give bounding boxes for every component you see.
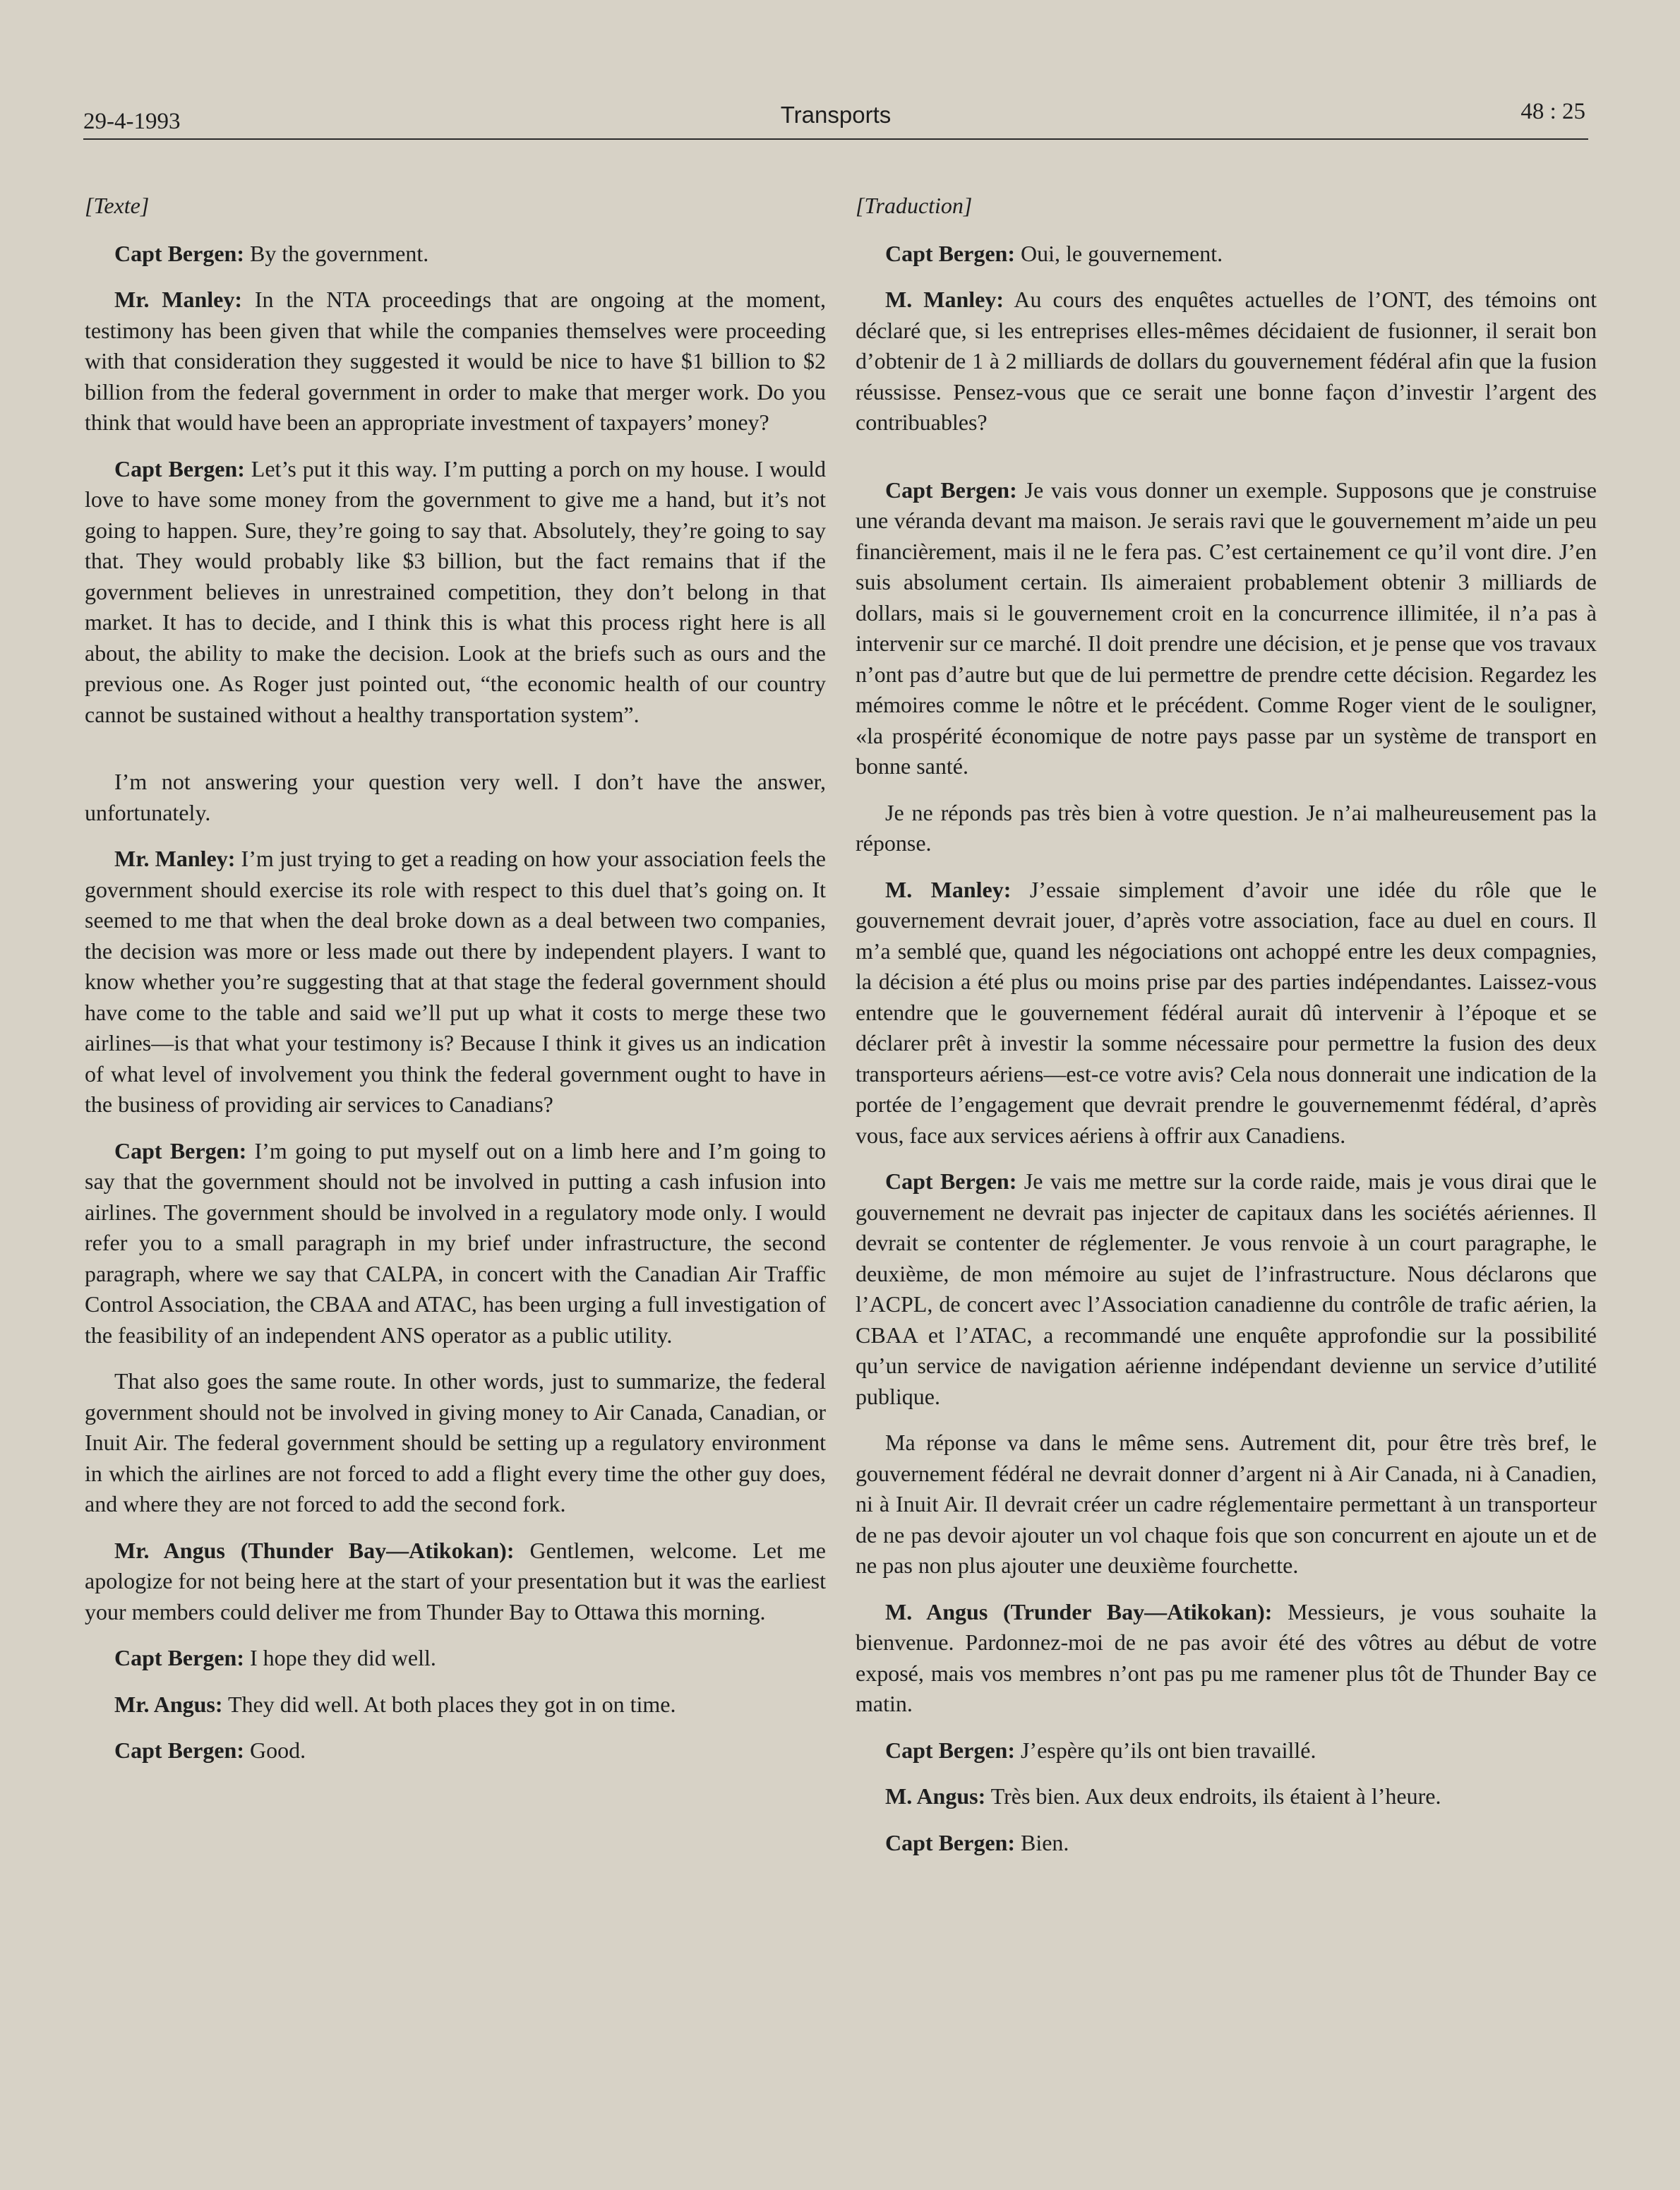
paragraph-text: Au cours des enquêtes actuelles de l’ONT, des témoins ont déclaré que, si les entreprises elles-mêmes décidaient de fusionner, il serait bon d’obtenir de 1 à 2 milliards de dollars du gouvernement fédéral afin que la fusion réussisse. Pensez-vous que ce serait une bonne façon d’investir l’argent des contribuables? (856, 287, 1597, 435)
speaker-name: Capt Bergen: (114, 240, 244, 266)
speaker-name: Mr. Angus (Thunder Bay—Atikokan): (114, 1537, 515, 1563)
paragraph-text: Je vais vous donner un exemple. Supposons que je construise une véranda devant ma maison. Je serais ravi que le gouvernement m’aide un peu financièrement, mais il ne le fera pas. C’est certainement ce qu’il vont dire. J’en suis absolument certain. Ils aimeraient probablement obtenir 3 milliards de dollars, mais si le gouvernement croit en la concurrence illimitée, il n’a pas à intervenir sur ce marché. Il doit prendre une décision, et je pense que vos travaux n’ont pas d’autre but que de lui permettre de prendre cette décision. Regardez les mémoires comme le nôtre et le précédent. Comme Roger vient de le souligner, «la prospérité économique de notre pays passe par un système de transport en bonne santé. (856, 477, 1597, 779)
paragraph (856, 1828, 1597, 1859)
column-label: [Texte] (85, 193, 150, 218)
paragraph (856, 1781, 1597, 1812)
paragraph (856, 1735, 1597, 1766)
speaker-name: Capt Bergen: (114, 1737, 244, 1763)
page-header (83, 99, 1588, 140)
speaker-name: M. Manley: (885, 287, 1004, 312)
paragraph (85, 1536, 826, 1628)
header-page-number: 48 : 25 (1520, 99, 1585, 124)
paragraph (85, 767, 826, 828)
paragraph-text: I’m not answering your question very well. I don’t have the answer, unfortunately. (85, 769, 826, 825)
paragraph (85, 1136, 826, 1351)
paragraph (85, 1366, 826, 1520)
speaker-name: Mr. Manley: (114, 846, 236, 871)
header-title: Transports (780, 102, 892, 128)
english-column (85, 191, 826, 1782)
speaker-name: M. Angus: (885, 1783, 986, 1809)
french-column (856, 191, 1597, 1874)
paragraph-text: They did well. At both places they got in on time. (222, 1691, 676, 1717)
speaker-name: Capt Bergen: (885, 1737, 1015, 1763)
paragraph-text: Ma réponse va dans le même sens. Autrement dit, pour être très bref, le gouvernement fédéral ne devrait donner d’argent ni à Air Canada, ni à Canadien, ni à Inuit Air. Il devrait créer un cadre réglementaire permettant à un transporteur de ne pas devoir ajouter un vol chaque fois que son concurrent en ajoute un et de ne pas non plus ajouter une deuxième fourchette. (856, 1430, 1597, 1578)
paragraph (856, 1428, 1597, 1581)
paragraph (856, 875, 1597, 1151)
speaker-name: Capt Bergen: (885, 477, 1017, 503)
column-label: [Traduction] (856, 193, 973, 218)
paragraph (856, 1166, 1597, 1412)
paragraph (856, 285, 1597, 438)
paragraph-text: J’essaie simplement d’avoir une idée du rôle que le gouvernement devrait jouer, d’après votre association, face au duel en cours. Il m’a semblé que, quand les négociations ont achoppé entre les deux compagnies, la décision a été plus ou moins prise par des parties indépendantes. Laissez-vous entendre que le gouvernement fédéral aurait dû intervenir à l’époque et se déclarer prêt à investir la somme nécessaire pour permettre la fusion des deux transporteurs aériens—est-ce votre avis? Cela nous donnerait une indication de la portée de l’engagement que devrait prendre le gouvernemenmt fédéral, d’après vous, face aux services aériens à offrir aux Canadiens. (856, 876, 1597, 1148)
paragraph (85, 844, 826, 1120)
paragraph-text: By the government. (244, 240, 429, 266)
paragraph-text: I hope they did well. (244, 1645, 436, 1670)
speaker-name: Mr. Manley: (114, 287, 243, 312)
speaker-name: Capt Bergen: (114, 455, 245, 481)
speaker-name: Capt Bergen: (885, 240, 1015, 266)
paragraph-text: Très bien. Aux deux endroits, ils étaient à l’heure. (985, 1783, 1441, 1809)
paragraph (85, 1735, 826, 1766)
paragraph (856, 1597, 1597, 1720)
speaker-name: Capt Bergen: (885, 1829, 1015, 1855)
speaker-name: Capt Bergen: (114, 1645, 244, 1670)
paragraph (85, 239, 826, 270)
paragraph-text: Let’s put it this way. I’m putting a porch on my house. I would love to have some money from the government to give me a hand, but it’s not going to happen. Sure, they’re going to say that. Absolutely, they’re going to say that. They would probably like $3 billion, but the fact remains that if the government believes in unrestrained competition, they don’t belong in that market. It has to decide, and I think this is what this process right here is all about, the ability to make the decision. Look at the briefs such as ours and the previous one. As Roger just pointed out, “the economic health of our country cannot be sustained without a healthy transportation system”. (85, 455, 827, 727)
paragraph-text: Gentlemen, welcome. Let me apologize for not being here at the start of your presentation but it was the earliest your members could deliver me from Thunder Bay to Ottawa this morning. (85, 1537, 827, 1624)
paragraph (85, 285, 826, 438)
paragraph-text: I’m going to put myself out on a limb here and I’m going to say that the government should not be involved in putting a cash infusion into airlines. The government should be involved in a regulatory mode only. I would refer you to a small paragraph in my brief under infrastructure, the second paragraph, where we say that CALPA, in concert with the Canadian Air Traffic Control Association, the CBAA and ATAC, has been urging a full investigation of the feasibility of an independent ANS operator as a public utility. (85, 1137, 827, 1348)
paragraph-text: Bien. (1014, 1829, 1069, 1855)
paragraph-text: Good. (244, 1737, 306, 1763)
paragraph-text: Oui, le gouvernement. (1014, 240, 1223, 266)
speaker-name: M. Manley: (885, 876, 1012, 902)
paragraph-text: Je vais me mettre sur la corde raide, mais je vous dirai que le gouvernement ne devrait pas injecter de capitaux dans les sociétés aériennes. Il devrait se contenter de réglementer. Je vous renvoie à un court paragraphe, le deuxième, de mon mémoire au sujet de l’infrastructure. Nous déclarons que l’ACPL, de concert avec l’Association canadienne du contrôle de trafic aérien, la CBAA et l’ATAC, a recommandé une enquête approfondie sur la possibilité qu’un service de navigation aérienne indépendant devienne un service d’utilité publique. (856, 1168, 1597, 1409)
paragraph-text: In the NTA proceedings that are ongoing at the moment, testimony has been given that while the companies themselves were proceeding with that consideration they suggested it would be nice to have $1 billion to $2 billion from the federal government in order to make that merger work. Do you think that would have been an appropriate investment of taxpayers’ money? (85, 287, 827, 435)
speaker-name: M. Angus (Trunder Bay—Atikokan): (885, 1598, 1273, 1624)
header-date: 29-4-1993 (83, 109, 181, 134)
paragraph-text: Messieurs, je vous souhaite la bienvenue. Pardonnez-moi de ne pas avoir été des vôtres au début de votre exposé, mais vos membres n’ont pas pu me ramener plus tôt de Thunder Bay ce matin. (856, 1598, 1597, 1716)
paragraph-text: I’m just trying to get a reading on how your association feels the government should exercise its role with respect to this duel that’s going on. It seemed to me that when the deal broke down as a deal between two companies, the decision was more or less made out there by independent players. I want to know whether you’re suggesting that at that stage the federal government should have come to the table and said we’ll put up what it costs to merge these two airlines—is that what your testimony is? Because I think it gives us an indication of what level of involvement you think the federal government ought to have in the business of providing air services to Canadians? (85, 846, 827, 1117)
speaker-name: Capt Bergen: (114, 1137, 247, 1163)
paragraph (856, 239, 1597, 270)
paragraph-text: Je ne réponds pas très bien à votre question. Je n’ai malheureusement pas la réponse. (856, 799, 1597, 856)
paragraph (85, 1689, 826, 1721)
speaker-name: Mr. Angus: (114, 1691, 223, 1717)
paragraph-text: That also goes the same route. In other words, just to summarize, the federal government should not be involved in giving money to Air Canada, Canadian, or Inuit Air. The federal government should be setting up a regulatory environment in which the airlines are not forced to add a flight every time the other guy does, and where they are not forced to add the second fork. (85, 1368, 826, 1516)
speaker-name: Capt Bergen: (885, 1168, 1017, 1194)
paragraph (85, 1643, 826, 1674)
paragraph (856, 798, 1597, 859)
paragraph (85, 454, 826, 731)
paragraph-text: J’espère qu’ils ont bien travaillé. (1014, 1737, 1316, 1763)
paragraph (856, 475, 1597, 782)
